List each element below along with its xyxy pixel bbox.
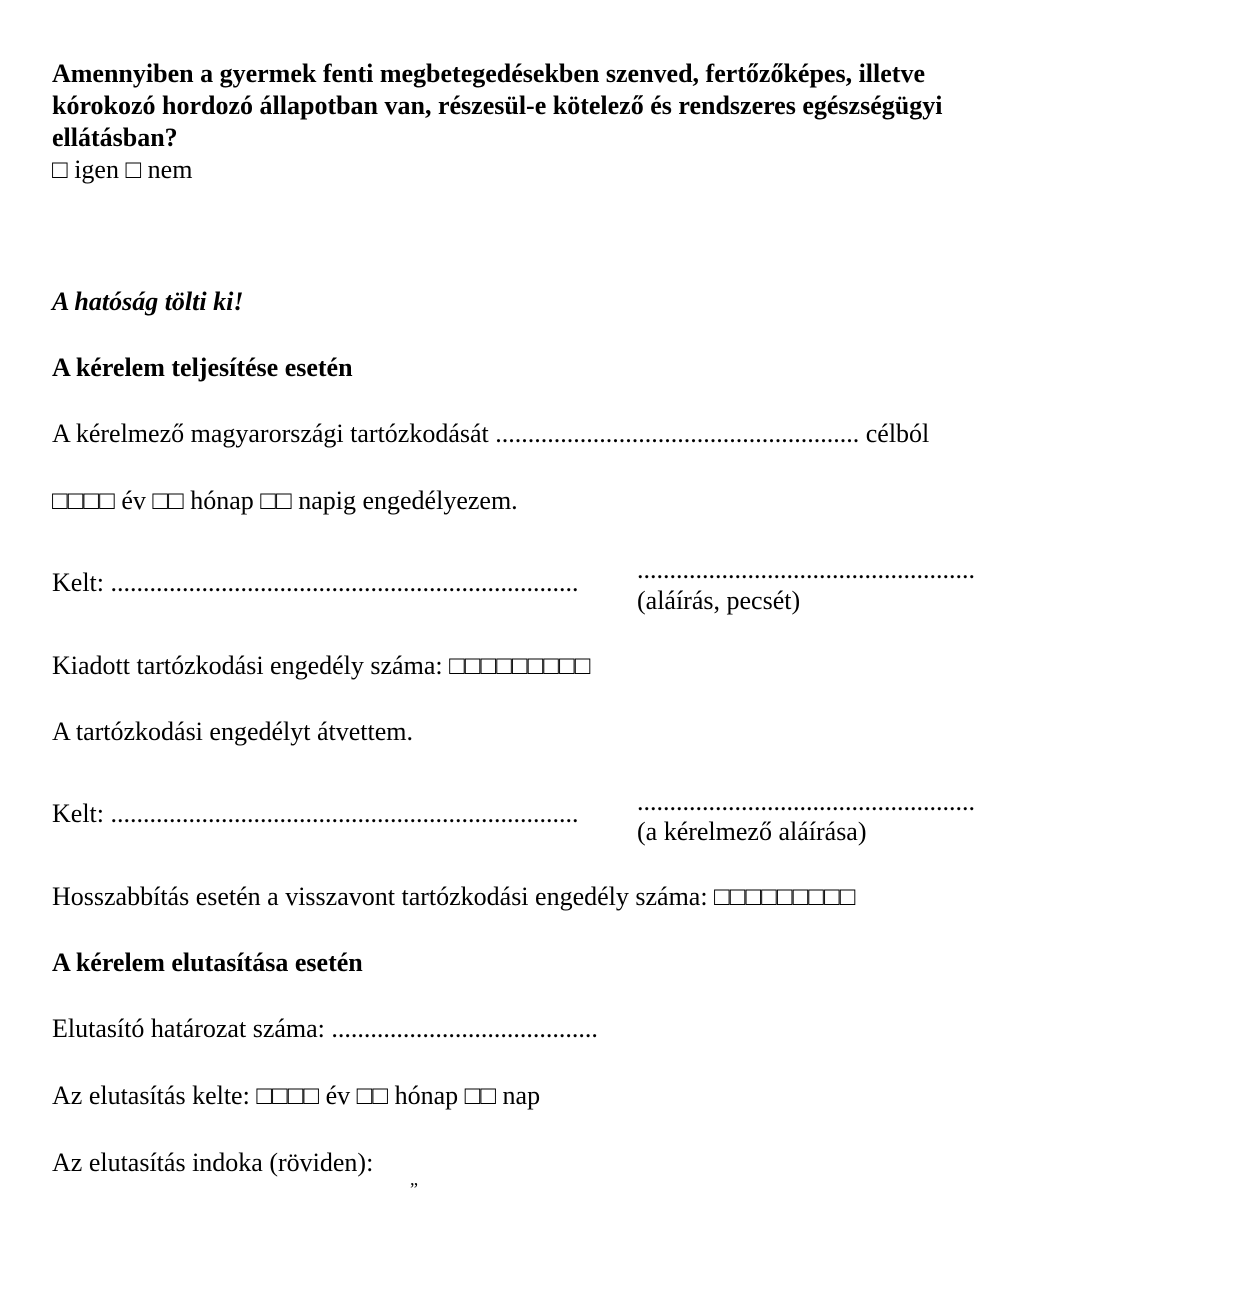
stray-mark: ˮ <box>410 1179 418 1199</box>
signature-caption-2: (a kérelmező aláírása) <box>637 817 867 846</box>
decision-number-line: Elutasító határozat száma: ......................................... <box>52 1014 598 1043</box>
question-block <box>52 58 1052 154</box>
rejection-heading: A kérelem elutasítása esetén <box>52 948 363 977</box>
rejection-reason-line: Az elutasítás indoka (röviden): <box>52 1148 374 1177</box>
received-line: A tartózkodási engedélyt átvettem. <box>52 717 413 746</box>
stay-purpose-line: A kérelmező magyarországi tartózkodását ........................................................ célból <box>52 419 930 448</box>
question-line-3: ellátásban? <box>52 123 178 152</box>
question-line-1: Amennyiben a gyermek fenti megbetegedésekben szenved, fertőzőképes, illetve <box>52 59 925 88</box>
kelt-field-1: Kelt: ........................................................................ <box>52 568 579 597</box>
signature-dots-2: .................................................... <box>637 787 975 816</box>
yes-no-options[interactable]: □ igen □ nem <box>52 155 193 184</box>
authority-note: A hatóság tölti ki! <box>52 287 244 316</box>
kelt-field-2: Kelt: ........................................................................ <box>52 799 579 828</box>
question-line-2: kórokozó hordozó állapotban van, részesül-e kötelező és rendszeres egészségügyi <box>52 91 943 120</box>
rejection-date-line: Az elutasítás kelte: □□□□ év □□ hónap □□ nap <box>52 1081 541 1110</box>
signature-dots-1: .................................................... <box>637 555 975 584</box>
signature-caption-1: (aláírás, pecsét) <box>637 586 801 615</box>
permit-number-line: Kiadott tartózkodási engedély száma: □□□□□□□□□ <box>52 651 591 680</box>
extension-line: Hosszabbítás esetén a visszavont tartózkodási engedély száma: □□□□□□□□□ <box>52 882 856 911</box>
duration-line: □□□□ év □□ hónap □□ napig engedélyezem. <box>52 486 518 515</box>
approval-heading: A kérelem teljesítése esetén <box>52 353 353 382</box>
